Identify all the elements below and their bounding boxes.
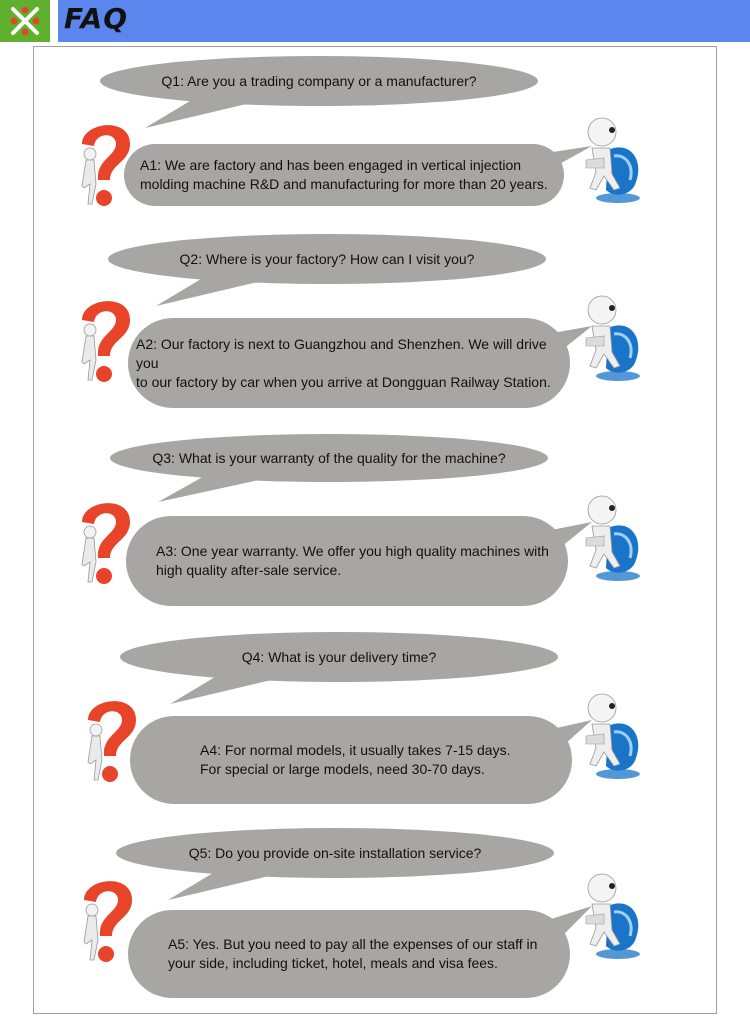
page-title: FAQ xyxy=(64,2,128,35)
faq-item-4 xyxy=(0,628,750,818)
question-bubble xyxy=(108,234,546,284)
support-figure-icon xyxy=(574,288,644,389)
support-figure-icon xyxy=(574,866,644,967)
question-text: Q4: What is your delivery time? xyxy=(241,648,437,665)
question-mark-figure-icon xyxy=(78,690,140,795)
question-text: Q2: Where is your factory? How can I visit you? xyxy=(179,250,475,267)
logo xyxy=(0,0,50,42)
faq-item-1 xyxy=(0,52,750,242)
question-bubble xyxy=(100,56,538,106)
question-mark-figure-icon xyxy=(72,114,134,219)
question-bubble xyxy=(110,434,548,482)
question-bubble xyxy=(120,632,558,682)
header-divider xyxy=(50,0,58,42)
question-text: Q5: Do you provide on-site installation service? xyxy=(188,844,482,861)
answer-text: A5: Yes. But you need to pay all the expenses of our staff in your side, including ticket, hotel, meals and visa fees. xyxy=(168,936,538,971)
question-text: Q3: What is your warranty of the quality for the machine? xyxy=(152,449,506,466)
answer-text: A1: We are factory and has been engaged in vertical injection molding machine R&D and manufacturing for more than 20 years. xyxy=(140,157,548,192)
support-figure-icon xyxy=(574,110,644,211)
support-figure-icon xyxy=(574,488,644,589)
faq-item-5 xyxy=(0,824,750,1014)
answer-text: A2: Our factory is next to Guangzhou and Shenzhen. We will drive you to our factory by car when you arrive at Dongguan Railway Station. xyxy=(136,335,551,390)
answer-bubble xyxy=(128,910,570,998)
question-mark-figure-icon xyxy=(74,870,136,975)
answer-bubble xyxy=(126,516,568,606)
green-x-dots-icon xyxy=(5,1,45,41)
answer-bubble xyxy=(128,318,570,408)
answer-bubble xyxy=(130,716,572,804)
answer-text: A3: One year warranty. We offer you high quality machines with high quality after-sale service. xyxy=(156,543,549,578)
question-mark-figure-icon xyxy=(72,290,134,395)
support-figure-icon xyxy=(574,686,644,787)
answer-text: A4: For normal models, it usually takes 7-15 days. For special or large models, need 30-70 days. xyxy=(200,742,511,777)
question-mark-figure-icon xyxy=(72,492,134,597)
question-text: Q1: Are you a trading company or a manufacturer? xyxy=(161,72,477,89)
question-bubble xyxy=(116,828,554,878)
faq-item-3 xyxy=(0,430,750,620)
answer-bubble xyxy=(124,144,564,206)
header-bar xyxy=(0,0,750,42)
faq-item-2 xyxy=(0,230,750,420)
